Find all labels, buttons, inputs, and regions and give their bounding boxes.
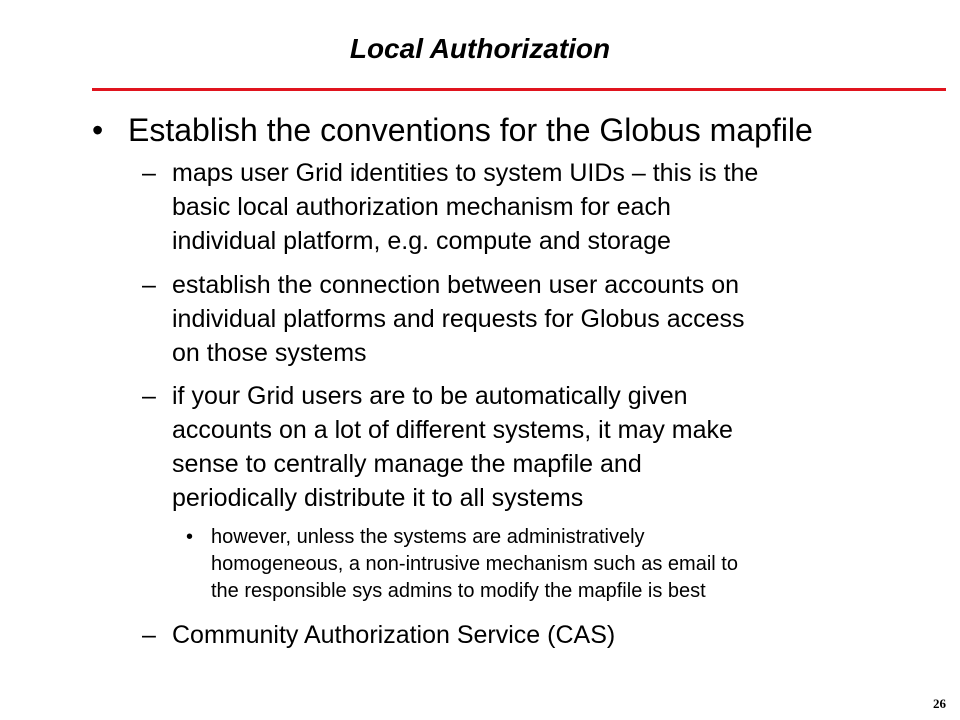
- dash-item-line: establish the connection between user accounts on: [172, 271, 740, 299]
- sub-bullet-homogeneous: [186, 524, 936, 605]
- dash-marker: –: [142, 159, 156, 187]
- dash-item-line: on those systems: [172, 339, 367, 367]
- dash-marker: –: [142, 621, 156, 649]
- dash-item-cas: [142, 618, 932, 652]
- sub-bullet-marker: •: [186, 526, 194, 548]
- dash-item-line: individual platforms and requests for Globus access: [172, 305, 745, 333]
- dash-item-connection: [142, 268, 932, 370]
- dash-item-mapping: [142, 156, 932, 258]
- dash-item-line: if your Grid users are to be automatically given: [172, 382, 688, 410]
- dash-item-line: accounts on a lot of different systems, it may make: [172, 416, 733, 444]
- dash-item-line: individual platform, e.g. compute and storage: [172, 227, 671, 255]
- page-number: 26: [933, 696, 946, 711]
- dash-item-line: periodically distribute it to all systems: [172, 484, 584, 512]
- dash-item-central-management: [142, 379, 932, 515]
- sub-bullet-line: the responsible sys admins to modify the mapfile is best: [211, 580, 706, 602]
- dash-item-line: basic local authorization mechanism for each: [172, 193, 671, 221]
- sub-bullet-line: however, unless the systems are administratively: [211, 526, 645, 548]
- bullet-marker: •: [92, 112, 104, 148]
- dash-marker: –: [142, 271, 156, 299]
- title-divider: [92, 88, 946, 91]
- dash-marker: –: [142, 382, 156, 410]
- main-bullet-text: Establish the conventions for the Globus mapfile: [128, 112, 813, 148]
- sub-bullet-line: homogeneous, a non-intrusive mechanism such as email to: [211, 553, 738, 575]
- dash-item-line: Community Authorization Service (CAS): [172, 621, 616, 649]
- slide-title: Local Authorization: [349, 33, 611, 64]
- dash-item-line: sense to centrally manage the mapfile and: [172, 450, 642, 478]
- dash-item-line: maps user Grid identities to system UIDs – this is the: [172, 159, 759, 187]
